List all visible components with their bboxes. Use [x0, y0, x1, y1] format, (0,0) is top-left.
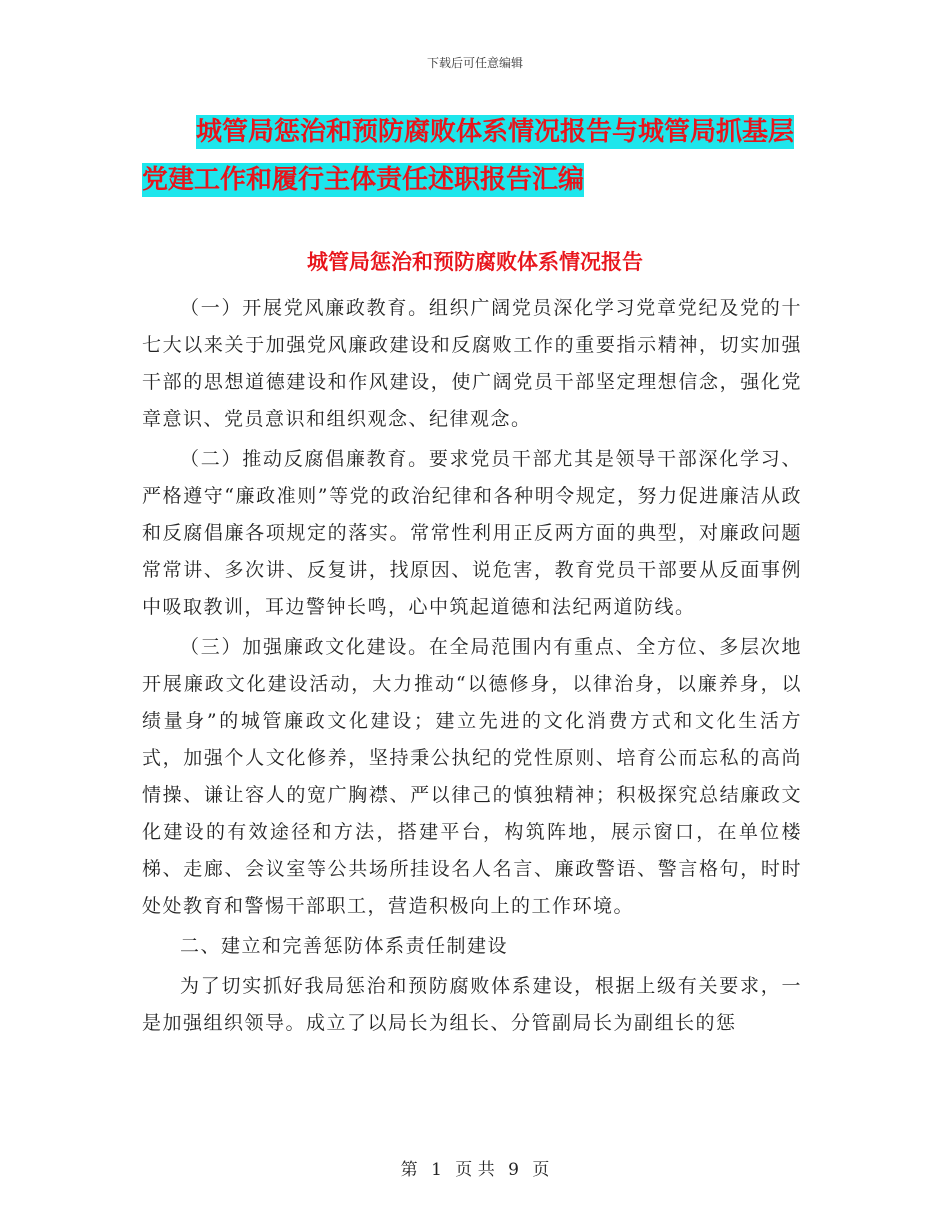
paragraph: （二）推动反腐倡廉教育。要求党员干部尤其是领导干部深化学习、严格遵守“廉政准则”等党的政治纪律和各种明令规定，努力促进廉洁从政和反腐倡廉各项规定的落实。常常性利用正反两方面的典型，对廉政问题常常讲、多次讲、反复讲，找原因、说危害，教育党员干部要从反面事例中吸取教训，耳边警钟长鸣，心中筑起道德和法纪两道防线。 — [142, 448, 802, 618]
paragraph: （一）开展党风廉政教育。组织广阔党员深化学习党章党纪及党的十七大以来关于加强党风廉政建设和反腐败工作的重要指示精神，切实加强干部的思想道德建设和作风建设，使广阔党员干部坚定理想信念，强化党章意识、党员意识和组织观念、纪律观念。 — [142, 297, 802, 430]
footer-middle: 页 共 — [455, 1160, 495, 1180]
header-note: 下载后可任意编辑 — [426, 56, 523, 70]
page-number: 1 — [431, 1160, 442, 1180]
page-footer — [0, 1155, 950, 1180]
paragraph-heading: 二、建立和完善惩防体系责任制建设 — [180, 935, 509, 957]
page-total: 9 — [508, 1160, 519, 1180]
footer-suffix: 页 — [532, 1160, 550, 1180]
main-title-line-2-text: 党建工作和履行主体责任述职报告汇编 — [142, 165, 585, 195]
paragraph: 为了切实抓好我局惩治和预防腐败体系建设，根据上级有关要求，一是加强组织领导。成立了以局长为组长、分管副局长为副组长的惩 — [142, 975, 802, 1034]
section-title: 城管局惩治和预防腐败体系情况报告 — [307, 250, 643, 274]
paragraph: （三）加强廉政文化建设。在全局范围内有重点、全方位、多层次地开展廉政文化建设活动，大力推动“以德修身，以律治身，以廉养身，以绩量身”的城管廉政文化建设；建立先进的文化消费方式和文化生活方式，加强个人文化修养，坚持秉公执纪的党性原则、培育公而忘私的高尚情操、谦让容人的宽广胸襟、严以律己的慎独精神；积极探究总结廉政文化建设的有效途径和方法，搭建平台，构筑阵地，展示窗口，在单位楼梯、走廊、会议室等公共场所挂设名人名言、廉政警语、警言格句，时时处处教育和警惕干部职工，营造积极向上的工作环境。 — [142, 636, 802, 917]
main-title-line-1-text: 城管局惩治和预防腐败体系情况报告与城管局抓基层 — [196, 117, 795, 147]
main-title-line-1 — [142, 108, 822, 156]
main-title — [142, 108, 822, 204]
main-title-line-2 — [142, 156, 822, 204]
footer-prefix: 第 — [400, 1160, 418, 1180]
body-text — [142, 290, 802, 1045]
